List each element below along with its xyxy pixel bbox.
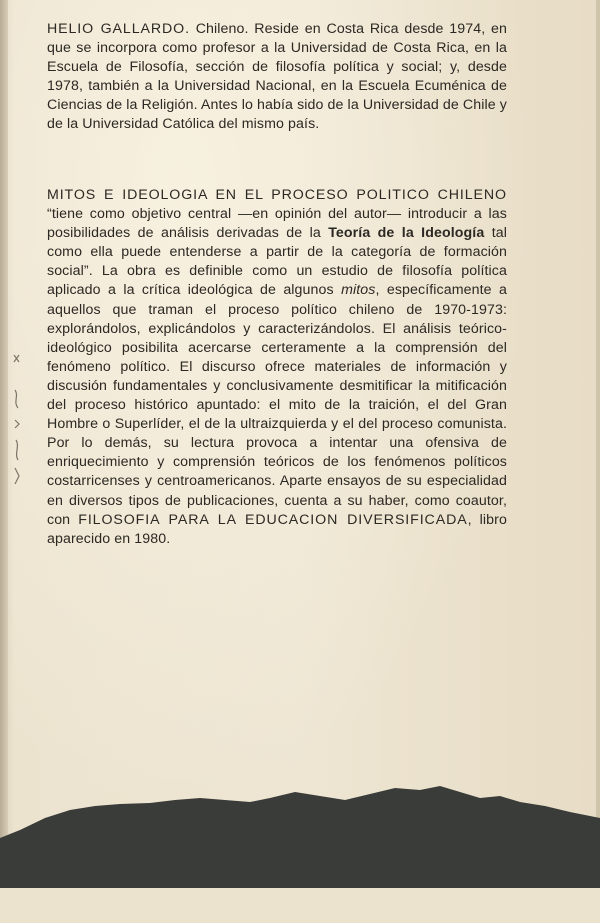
author-bio	[47, 20, 507, 135]
author-name: HELIO GALLARDO.	[47, 21, 190, 37]
description-part-3: , específicamente a aquellos que traman el proceso político chileno de 1970-1973: explorándolos, explicándolos y caracterizándolos. El análisis teórico-ideológico posibilita acercarse certeramente a la comprensión del fenómeno político. El discurso ofrece materiales de información y discusión fundamentales y conclusivamente desmitificar la mitificación del proceso histórico apuntado: el mito de la traición, el del Gran Hombre o Superlíder, el de la ultraizquierda y el del proceso comunista. Por lo demás, su lectura provoca a intentar una ofensiva de enriquecimiento y comprensión teóricos de los fenómenos políticos costarricenses y centroamericanos. Aparte ensayos de su especialidad en diversos tipos de publicaciones, cuenta a su haber, como coautor, con	[47, 282, 507, 528]
description-part-1: “tiene como objetivo central —en opinión del autor— introducir a las posibilidades de análisis derivadas de la	[47, 206, 507, 242]
book-title: MITOS E IDEOLOGIA EN EL PROCESO POLITICO CHILENO	[47, 187, 507, 203]
mountain-range-shape	[0, 786, 600, 900]
coauthored-book-title: FILOSOFIA PARA LA EDUCACION DIVERSIFICADA	[78, 511, 468, 528]
book-description	[47, 186, 507, 549]
description-part-2: tal como ella puede entenderse a partir de la categoría de formación social”. La obra es definible como un estudio de filosofía política aplicado a la crítica ideológica de algunos	[47, 225, 507, 299]
author-bio-text: Chileno. Reside en Costa Rica desde 1974, en que se incorpora como profesor a la Universidad de Costa Rica, en la Escuela de Filosofía, sección de filosofía política y social; y, desde 1978, también a la Universidad Nacional, en la Escuela Ecuménica de Ciencias de la Religión. Antes lo había sido de la Universidad de Chile y de la Universidad Católica del mismo país.	[47, 21, 507, 133]
mitos-word: mitos	[341, 282, 376, 299]
theory-phrase: Teoría de la Ideología	[328, 225, 485, 242]
mountain-silhouette	[0, 770, 600, 900]
description-part-4: , libro aparecido en 1980.	[47, 511, 507, 547]
margin-handwriting	[10, 350, 24, 490]
bottom-paper-strip	[0, 888, 600, 923]
